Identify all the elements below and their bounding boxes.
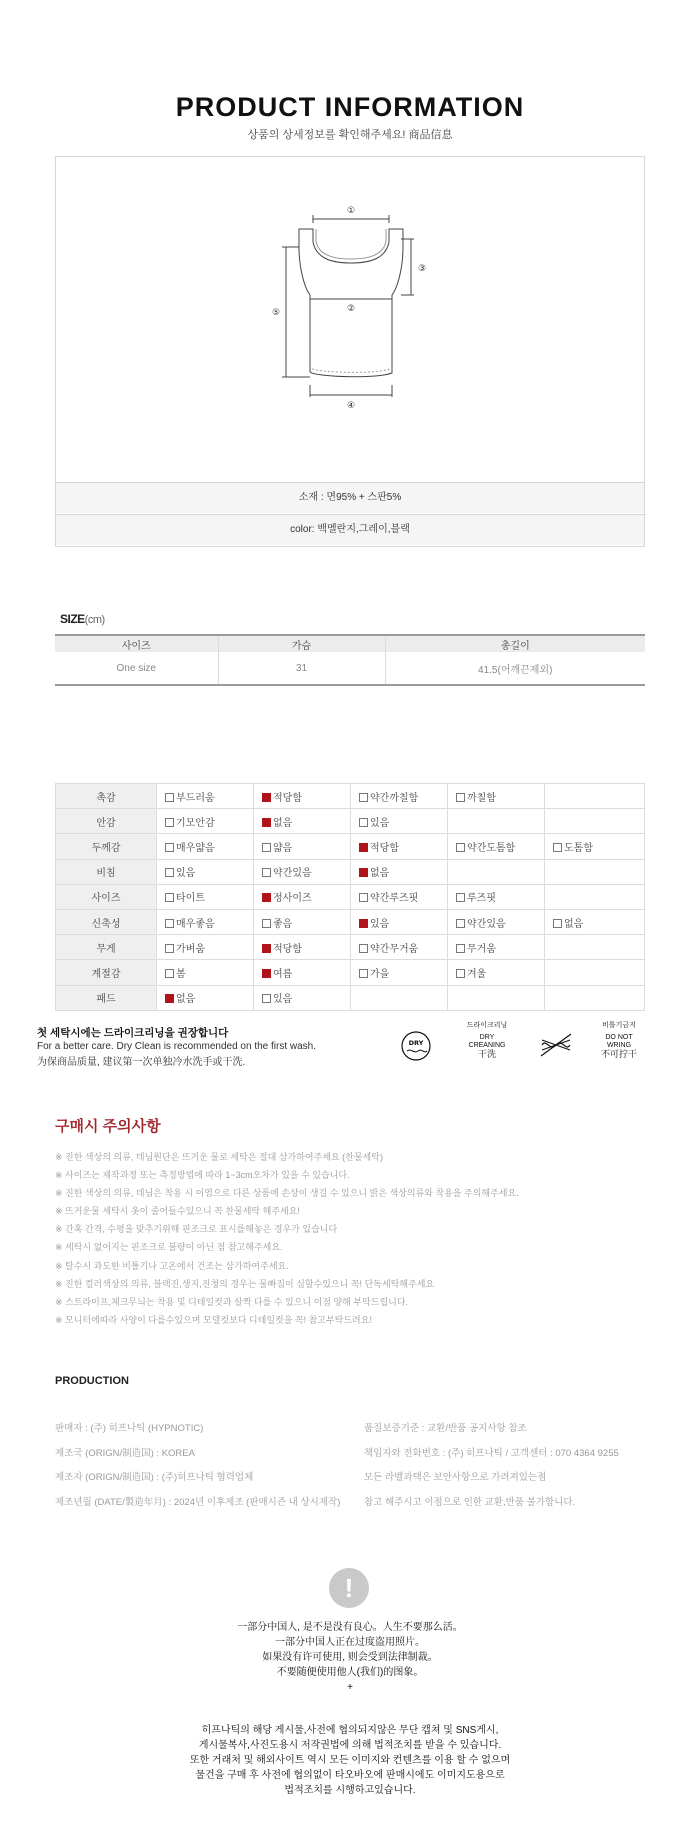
caution-item: ※ 스트라이프,체크무늬는 착용 및 디테일컷과 살짝 다를 수 있으니 이점 양해 부탁드립니다. xyxy=(55,1296,409,1307)
fit-row-label: 패드 xyxy=(56,985,157,1010)
production-title: PRODUCTION xyxy=(55,1375,129,1387)
length-value: 41.5(어깨끈제외) xyxy=(385,652,645,685)
seller-info: 판매자 : (주) 히프나틱 (HYPNOTIC) xyxy=(55,1423,204,1434)
caution-item: ※ 모니터에따라 사양이 다를수있으며 모델컷보다 디테일컷을 꼭! 참고부탁드려요! xyxy=(55,1314,372,1325)
fit-option-cell xyxy=(157,960,254,985)
fit-option-cell xyxy=(157,834,254,859)
fit-option-cell xyxy=(545,985,645,1010)
fit-option-label: 적당함 xyxy=(370,842,399,854)
no-wring-icon xyxy=(538,1032,574,1058)
fit-option-label: 없음 xyxy=(176,994,196,1006)
fit-option-label: 약간도톰함 xyxy=(467,842,516,854)
unchecked-checkbox-icon xyxy=(165,818,174,827)
fit-option-cell xyxy=(545,935,645,960)
svg-text:DRY: DRY xyxy=(408,1039,424,1047)
unchecked-checkbox-icon xyxy=(165,868,174,877)
fit-guide-table xyxy=(55,783,645,1011)
fit-option-cell xyxy=(254,809,351,834)
fit-option-cell xyxy=(157,809,254,834)
fit-option-cell xyxy=(351,859,448,884)
unchecked-checkbox-icon xyxy=(165,969,174,978)
fit-option-cell xyxy=(254,985,351,1010)
fit-option-label: 여름 xyxy=(273,968,293,980)
fit-option-cell xyxy=(351,784,448,809)
fit-option-label: 매우좋음 xyxy=(176,918,215,930)
fit-option-cell xyxy=(254,784,351,809)
unchecked-checkbox-icon xyxy=(262,868,271,877)
unchecked-checkbox-icon xyxy=(165,919,174,928)
unchecked-checkbox-icon xyxy=(165,944,174,953)
unchecked-checkbox-icon xyxy=(456,969,465,978)
fit-option-label: 적당함 xyxy=(273,792,302,804)
marker-3: ③ xyxy=(417,264,427,274)
production-info-right xyxy=(364,1417,619,1515)
fit-option-label: 봄 xyxy=(176,968,186,980)
contact-info: 책임자와 전화번호 : (주) 히프나틱 / 고객센터 : 070 4364 9255 xyxy=(364,1447,619,1459)
caution-title: 구매시 주의사항 xyxy=(55,1118,161,1135)
caution-list xyxy=(55,1148,655,1329)
manufacture-date-info: 제조년월 (DATE/製造年月) : 2024년 이후제조 (판매시즌 내 상시제작) xyxy=(55,1496,341,1508)
fit-option-label: 기모안감 xyxy=(176,817,215,829)
fit-row-label: 사이즈 xyxy=(56,884,157,909)
checked-checkbox-icon xyxy=(262,793,271,802)
unchecked-checkbox-icon xyxy=(165,843,174,852)
wash-notice-cn: 为保商品质量, 建议第一次单独冷水洗手或干洗. xyxy=(37,1057,246,1068)
label-notice: 모든 라벨과택은 보안사항으로 가려져있는점 xyxy=(364,1472,547,1483)
fit-option-label: 적당함 xyxy=(273,943,302,955)
unchecked-checkbox-icon xyxy=(359,793,368,802)
unchecked-checkbox-icon xyxy=(456,893,465,902)
caution-item: ※ 간혹 간격, 수평을 맞추기위해 핀조크로 표시를해놓은 경우가 있습니다 xyxy=(55,1224,338,1235)
material-row: 소재 : 면95% + 스판5% xyxy=(56,482,644,513)
copyright-notice-ko: 히프나틱의 해당 게시물,사전에 협의되지않은 무단 캡쳐 및 SNS게시, 게시물복사,사진도용시 저작권법에 의해 법적조치를 받을 수 있습니다. 또한 거래처 및 해외사이트 역시 모든 이미지와 컨텐츠를 이용 할 수 없으며 물건을 구매 후 사전에 협의없이 타오바오에 판매시에도 이미지도용으로 법적조치를 시행하고있습니다. xyxy=(189,1725,511,1796)
fit-option-cell xyxy=(157,784,254,809)
page-title: PRODUCT INFORMATION xyxy=(175,92,525,122)
fit-option-cell xyxy=(545,884,645,909)
fit-row xyxy=(56,834,645,859)
fit-option-label: 없음 xyxy=(564,918,584,930)
warning-icon: ! xyxy=(329,1568,369,1608)
marker-5: ⑤ xyxy=(271,308,281,318)
fit-option-label: 없음 xyxy=(273,817,293,829)
fit-option-cell xyxy=(545,859,645,884)
fit-option-cell xyxy=(351,985,448,1010)
size-label: SIZE xyxy=(60,612,85,626)
unchecked-checkbox-icon xyxy=(262,919,271,928)
fit-row xyxy=(56,809,645,834)
fit-option-label: 겨울 xyxy=(467,968,487,980)
unchecked-checkbox-icon xyxy=(165,793,174,802)
size-unit: (cm) xyxy=(84,614,105,626)
fit-option-label: 부드러움 xyxy=(176,792,215,804)
fit-option-cell xyxy=(448,834,545,859)
size-col-header: 사이즈 xyxy=(55,635,218,652)
fit-option-label: 약간루즈핏 xyxy=(370,893,419,905)
fit-option-label: 까칠함 xyxy=(467,792,496,804)
wash-notice xyxy=(37,1025,367,1068)
unchecked-checkbox-icon xyxy=(359,893,368,902)
fit-option-label: 없음 xyxy=(370,868,390,880)
fit-option-cell xyxy=(448,884,545,909)
fit-option-label: 있음 xyxy=(370,817,390,829)
fit-option-label: 있음 xyxy=(176,868,196,880)
checked-checkbox-icon xyxy=(359,843,368,852)
unchecked-checkbox-icon xyxy=(553,843,562,852)
fit-option-cell xyxy=(545,784,645,809)
size-value: One size xyxy=(55,652,218,685)
fit-option-label: 루즈핏 xyxy=(467,893,496,905)
fit-option-cell xyxy=(254,834,351,859)
fit-option-label: 약간있음 xyxy=(273,868,312,880)
checked-checkbox-icon xyxy=(262,969,271,978)
tank-top-outline xyxy=(299,229,403,377)
fit-row xyxy=(56,859,645,884)
fit-option-cell xyxy=(448,784,545,809)
fit-option-cell xyxy=(351,935,448,960)
fit-option-cell xyxy=(254,909,351,934)
fit-row xyxy=(56,909,645,934)
fit-option-label: 정사이즈 xyxy=(273,893,312,905)
production-info-left xyxy=(55,1417,340,1515)
wash-notice-ko: 첫 세탁시에는 드라이크리닝을 권장합니다 xyxy=(37,1027,229,1039)
fit-option-cell xyxy=(157,985,254,1010)
fit-option-cell xyxy=(351,834,448,859)
return-notice: 참고 해주시고 이점으로 인한 교환,반품 불가합니다. xyxy=(364,1496,576,1508)
origin-country-info: 제조국 (ORIGN/制造国) : KOREA xyxy=(55,1447,195,1459)
checked-checkbox-icon xyxy=(262,893,271,902)
unchecked-checkbox-icon xyxy=(359,944,368,953)
unchecked-checkbox-icon xyxy=(359,818,368,827)
size-row xyxy=(55,652,645,685)
fit-option-cell xyxy=(545,809,645,834)
fit-option-label: 약간있음 xyxy=(467,918,506,930)
fit-option-label: 약간까칠함 xyxy=(370,792,419,804)
fit-option-label: 도톰함 xyxy=(564,842,593,854)
fit-row-label: 안감 xyxy=(56,809,157,834)
no-wring-label: 비틀기금지 DO NOT WRING 不可拧干 xyxy=(600,1022,637,1059)
unchecked-checkbox-icon xyxy=(456,843,465,852)
length-col-header: 총길이 xyxy=(385,635,645,652)
product-info-box xyxy=(55,156,645,547)
fit-option-label: 타이트 xyxy=(176,893,205,905)
fit-option-cell xyxy=(351,884,448,909)
unchecked-checkbox-icon xyxy=(262,843,271,852)
fit-row xyxy=(56,985,645,1010)
copyright-notice-cn: 一部分中国人, 是不是没有良心。人生不要那么活。 一部分中国人正在过度盗用照片。 如果没有许可使用, 则会受到法律制裁。 不要随便使用他人(我们)的图象。 + xyxy=(237,1622,463,1693)
fit-option-cell xyxy=(254,859,351,884)
fit-option-cell xyxy=(448,960,545,985)
fit-option-cell xyxy=(157,859,254,884)
fit-row-label: 촉감 xyxy=(56,784,157,809)
fit-row xyxy=(56,784,645,809)
chest-value: 31 xyxy=(218,652,385,685)
fit-row xyxy=(56,884,645,909)
fit-option-cell xyxy=(254,884,351,909)
fit-option-label: 얇음 xyxy=(273,842,293,854)
checked-checkbox-icon xyxy=(262,818,271,827)
fit-option-cell xyxy=(157,884,254,909)
fit-row xyxy=(56,960,645,985)
fit-option-cell xyxy=(157,935,254,960)
dry-clean-circle-icon xyxy=(400,1030,432,1062)
fit-option-cell xyxy=(545,834,645,859)
fit-option-label: 있음 xyxy=(273,994,293,1006)
fit-row-label: 두께감 xyxy=(56,834,157,859)
chest-col-header: 가슴 xyxy=(218,635,385,652)
fit-row-label: 비침 xyxy=(56,859,157,884)
marker-2: ② xyxy=(346,304,356,314)
checked-checkbox-icon xyxy=(262,944,271,953)
fit-option-cell xyxy=(545,909,645,934)
fit-option-cell xyxy=(448,859,545,884)
caution-item: ※ 탈수시 과도한 비틀기나 고온에서 건조는 삼가하여주세요. xyxy=(55,1260,289,1271)
unchecked-checkbox-icon xyxy=(456,944,465,953)
care-icons xyxy=(390,1022,660,1067)
fit-option-cell xyxy=(254,960,351,985)
wash-notice-en: For a better care. Dry Clean is recommended on the first wash. xyxy=(37,1041,317,1052)
manufacturer-info: 제조자 (ORIGN/制造国) : (주)히프나틱 협력업체 xyxy=(55,1472,254,1483)
fit-option-cell xyxy=(448,809,545,834)
size-header-row xyxy=(55,635,645,652)
unchecked-checkbox-icon xyxy=(456,793,465,802)
size-table xyxy=(55,634,645,686)
fit-row xyxy=(56,935,645,960)
fit-option-cell xyxy=(448,909,545,934)
fit-option-label: 가벼움 xyxy=(176,943,205,955)
unchecked-checkbox-icon xyxy=(553,919,562,928)
fit-option-cell xyxy=(351,909,448,934)
fit-option-label: 무거움 xyxy=(467,943,496,955)
unchecked-checkbox-icon xyxy=(359,969,368,978)
fit-row-label: 무게 xyxy=(56,935,157,960)
size-heading xyxy=(60,612,105,626)
marker-1: ① xyxy=(346,206,356,216)
fit-option-label: 있음 xyxy=(370,918,390,930)
caution-item: ※ 진한 컬러색상의 의류, 블랙진,생지,진청의 경우는 물빠짐이 심할수있으니 꼭! 단독세탁해주세요 xyxy=(55,1278,435,1289)
caution-item: ※ 뜨거운물 세탁시 옷이 줄어들수있으니 꼭 찬물세탁 해주세요! xyxy=(55,1206,300,1217)
unchecked-checkbox-icon xyxy=(456,919,465,928)
checked-checkbox-icon xyxy=(359,919,368,928)
checked-checkbox-icon xyxy=(359,868,368,877)
garment-measurement-diagram xyxy=(256,197,446,417)
fit-option-label: 매우얇음 xyxy=(176,842,215,854)
fit-row-label: 신축성 xyxy=(56,909,157,934)
marker-4: ④ xyxy=(346,401,356,411)
fit-option-cell xyxy=(545,960,645,985)
page-subtitle: 상품의 상세정보를 확인해주세요! 商品信息 xyxy=(247,129,453,141)
unchecked-checkbox-icon xyxy=(165,893,174,902)
fit-row-label: 계절감 xyxy=(56,960,157,985)
fit-option-cell xyxy=(448,985,545,1010)
fit-option-cell xyxy=(157,909,254,934)
dry-cleaning-label: 드라이크리닝 DRY CREANING 干洗 xyxy=(466,1022,508,1059)
caution-item: ※ 진한 색상의 의류, 데님원단은 뜨거운 물로 세탁은 절대 삼가하여주세요 (찬물세탁) xyxy=(55,1152,383,1162)
caution-item: ※ 세탁시 없어지는 핀조크로 불량이 아닌 점 참고해주세요. xyxy=(55,1242,283,1253)
caution-item: ※ 진한 색상의 의류, 데님은 착용 시 이염으로 다른 상품에 손상이 생길 수 있으니 밝은 색상의류와 착용을 주의해주세요. xyxy=(55,1188,519,1199)
fit-option-cell xyxy=(254,935,351,960)
fit-option-cell xyxy=(351,960,448,985)
caution-item: ※ 사이즈는 제작과정 또는 측정방법에 따라 1~3cm오차가 있을 수 있습니다. xyxy=(55,1170,350,1181)
fit-option-cell xyxy=(448,935,545,960)
color-row: color: 백멜란지,그레이,블랙 xyxy=(56,514,644,545)
fit-option-label: 가을 xyxy=(370,968,390,980)
checked-checkbox-icon xyxy=(165,994,174,1003)
warranty-info: 품질보증기준 : 교환/반품 공지사항 참조 xyxy=(364,1423,527,1434)
fit-option-label: 약간무거움 xyxy=(370,943,419,955)
unchecked-checkbox-icon xyxy=(262,994,271,1003)
fit-option-cell xyxy=(351,809,448,834)
fit-option-label: 좋음 xyxy=(273,918,293,930)
